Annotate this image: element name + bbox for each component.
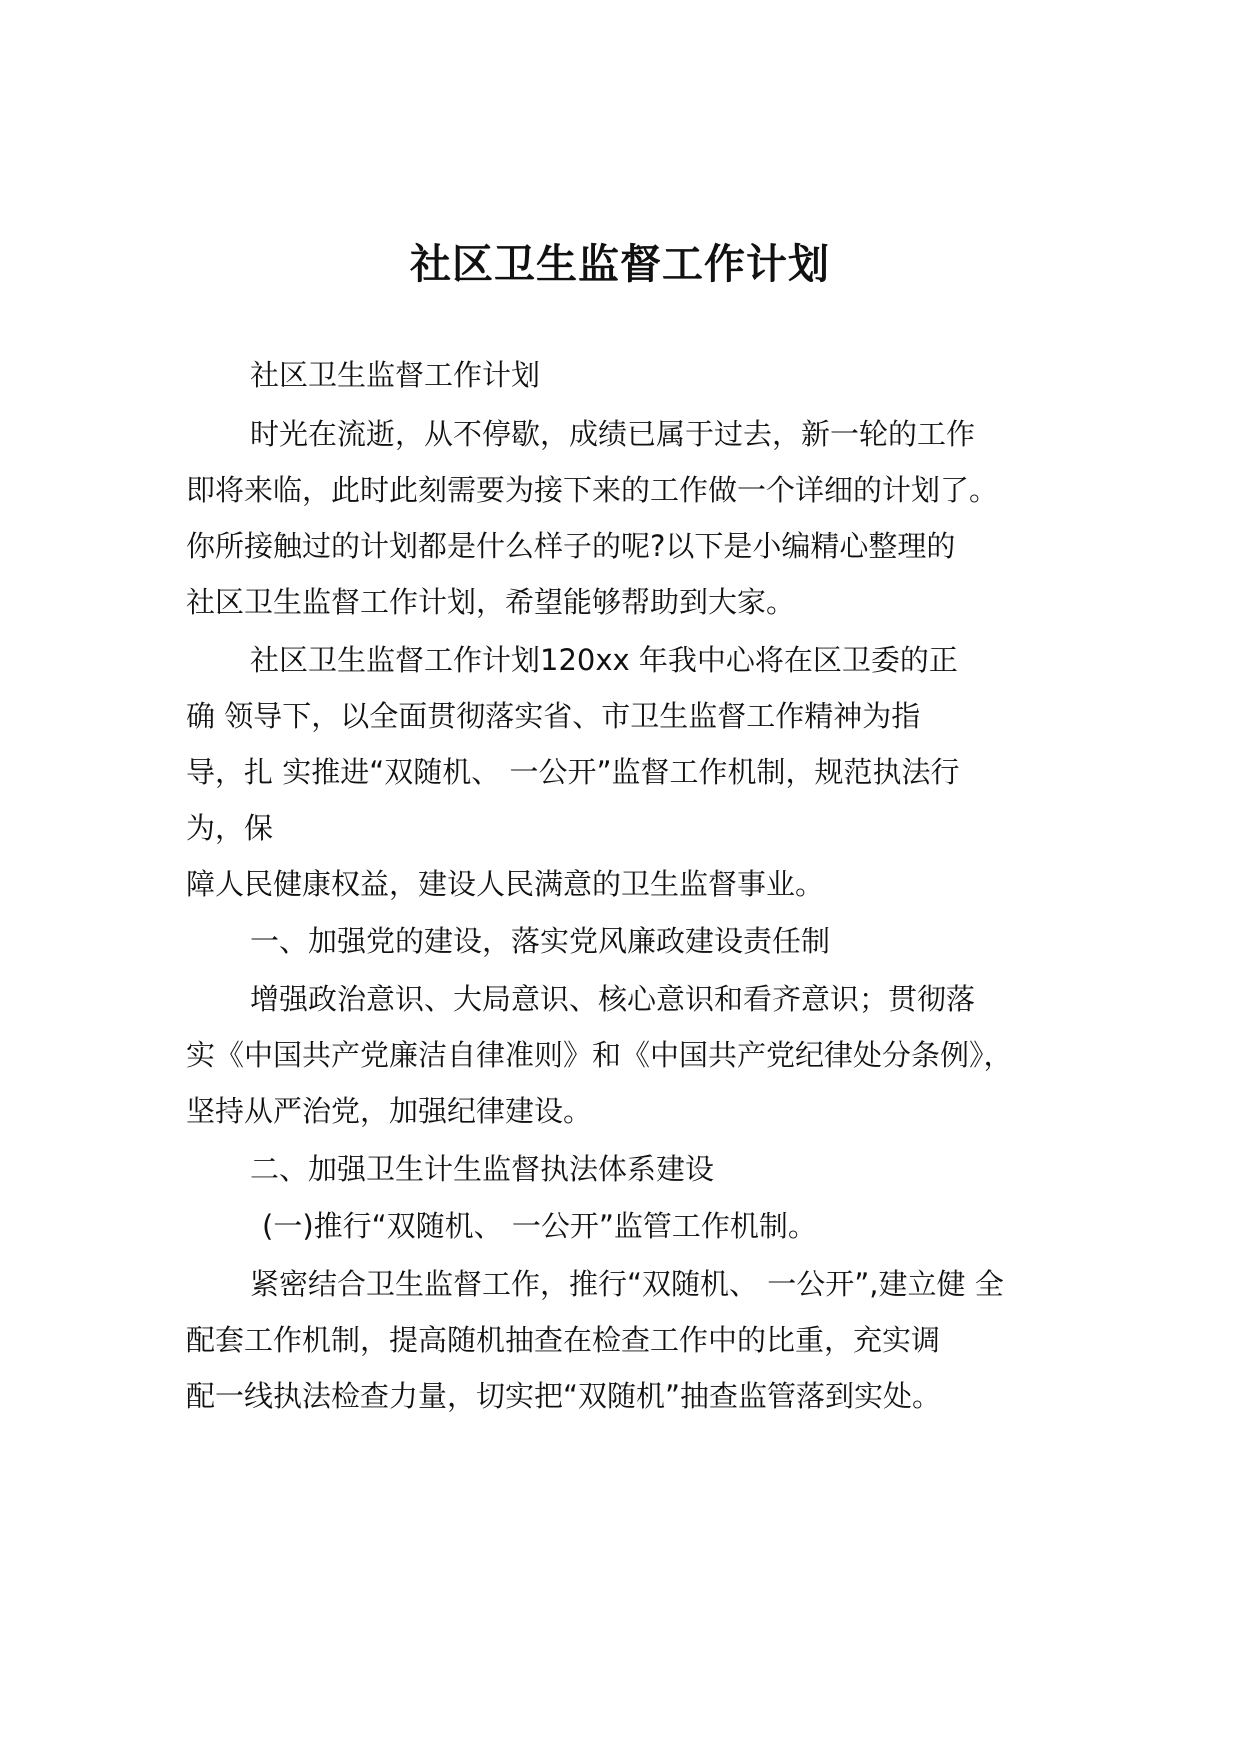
body-line: 你所接触过的计划都是什么样子的呢?以下是小编精心整理的	[186, 529, 956, 563]
body-line: 社区卫生监督工作计划120xx 年我中心将在区卫委的正	[250, 643, 958, 677]
body-line: 增强政治意识、大局意识、核心意识和看齐意识；贯彻落	[250, 982, 976, 1016]
subtitle-line: 社区卫生监督工作计划	[250, 358, 541, 392]
body-line: 时光在流逝，从不停歇，成绩已属于过去，新一轮的工作	[250, 417, 976, 451]
body-line: 导，扎 实推进“双随机、 一公开”监督工作机制，规范执法行	[186, 755, 960, 789]
body-line: 社区卫生监督工作计划，希望能够帮助到大家。	[186, 585, 796, 619]
body-line: 配一线执法检查力量，切实把“双随机”抽查监管落到实处。	[186, 1379, 942, 1413]
body-line: 实《中国共产党廉洁自律准则》和《中国共产党纪律处分条例》，	[186, 1038, 1013, 1072]
body-line: 坚持从严治党，加强纪律建设。	[186, 1094, 593, 1128]
subsection-heading: (一)推行“双随机、 一公开”监管工作机制。	[262, 1209, 817, 1243]
section-heading: 一、加强党的建设，落实党风廉政建设责任制	[250, 924, 831, 958]
section-heading: 二、加强卫生计生监督执法体系建设	[250, 1152, 715, 1186]
body-line: 配套工作机制，提高随机抽查在检查工作中的比重，充实调	[186, 1323, 941, 1357]
body-line: 障人民健康权益，建设人民满意的卫生监督事业。	[186, 867, 825, 901]
body-line: 为，保	[186, 811, 274, 845]
body-line: 即将来临，此时此刻需要为接下来的工作做一个详细的计划了。	[186, 473, 999, 507]
body-line: 紧密结合卫生监督工作，推行“双随机、 一公开”,建立健 全	[250, 1267, 1004, 1301]
document-title: 社区卫生监督工作计划	[410, 240, 830, 288]
body-line: 确 领导下，以全面贯彻落实省、市卫生监督工作精神为指	[186, 699, 921, 733]
